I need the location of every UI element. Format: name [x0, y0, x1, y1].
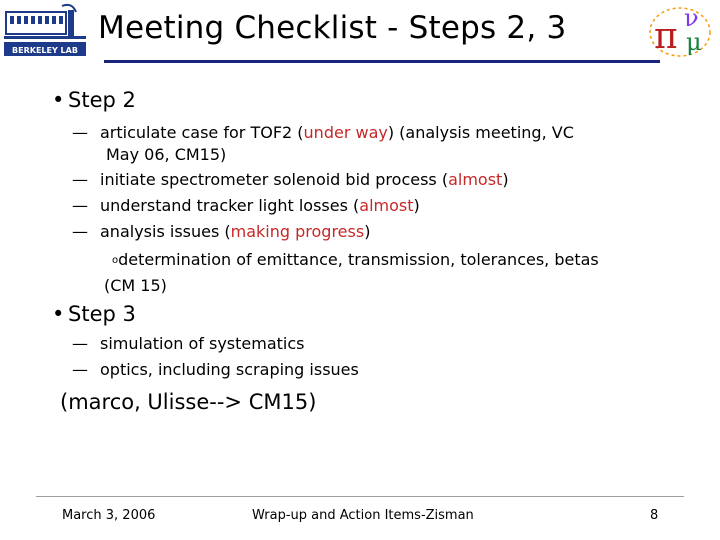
status-highlight: under way	[303, 123, 388, 142]
item-text: optics, including scraping issues	[100, 360, 359, 379]
item-text: analysis issues (	[100, 222, 231, 241]
item-text: ) (analysis meeting, VC	[387, 123, 574, 142]
title-underline	[104, 60, 660, 63]
dash-icon: —	[72, 334, 88, 353]
bullet-icon: •	[52, 88, 65, 112]
dash-icon: —	[72, 360, 88, 379]
step3-heading: Step 3	[68, 302, 136, 326]
status-highlight: almost	[359, 196, 414, 215]
assignee-note: (marco, Ulisse--> CM15)	[60, 390, 317, 414]
page-number: 8	[650, 508, 659, 523]
item-text: initiate spectrometer solenoid bid process (	[100, 170, 449, 189]
step2-heading: Step 2	[68, 88, 136, 112]
footer-divider	[36, 496, 684, 497]
item-text: )	[502, 170, 509, 189]
step3-item-1	[72, 334, 305, 353]
status-highlight: making progress	[230, 222, 365, 241]
step3-item-2	[72, 360, 359, 379]
bullet-icon: •	[52, 302, 65, 326]
nu-glyph-icon: ν	[684, 4, 699, 32]
dash-icon: —	[72, 222, 88, 241]
step3-heading-row	[52, 302, 136, 326]
berkeley-lab-logo	[2, 2, 88, 62]
step2-item-4	[72, 222, 370, 241]
dash-icon: —	[72, 170, 88, 189]
step2-item-1-continuation: May 06, CM15)	[106, 145, 227, 164]
item-text: simulation of systematics	[100, 334, 305, 353]
slide-title: Meeting Checklist - Steps 2, 3	[98, 10, 567, 46]
status-highlight: almost	[448, 170, 503, 189]
sub-bullet-marker: o	[112, 255, 119, 266]
step2-subitem-continuation: (CM 15)	[104, 276, 167, 295]
step2-subitem	[112, 250, 599, 269]
item-text: understand tracker light losses (	[100, 196, 360, 215]
item-text: )	[364, 222, 371, 241]
dash-icon: —	[72, 196, 88, 215]
item-text: articulate case for TOF2 (	[100, 123, 304, 142]
pi-mu-nu-logo	[640, 2, 720, 60]
lab-logo-text: BERKELEY LAB	[12, 46, 78, 55]
footer-date: March 3, 2006	[62, 508, 156, 523]
dash-icon: —	[72, 123, 88, 142]
subitem-text: determination of emittance, transmission, tolerances, betas	[118, 250, 599, 269]
step2-item-3	[72, 196, 420, 215]
footer-center-text: Wrap-up and Action Items-Zisman	[252, 508, 474, 523]
mu-glyph-icon: μ	[686, 28, 702, 56]
item-text: )	[413, 196, 420, 215]
step2-item-1	[72, 123, 574, 142]
step2-heading-row	[52, 88, 136, 112]
pi-glyph-icon: π	[654, 16, 678, 57]
step2-item-2	[72, 170, 509, 189]
